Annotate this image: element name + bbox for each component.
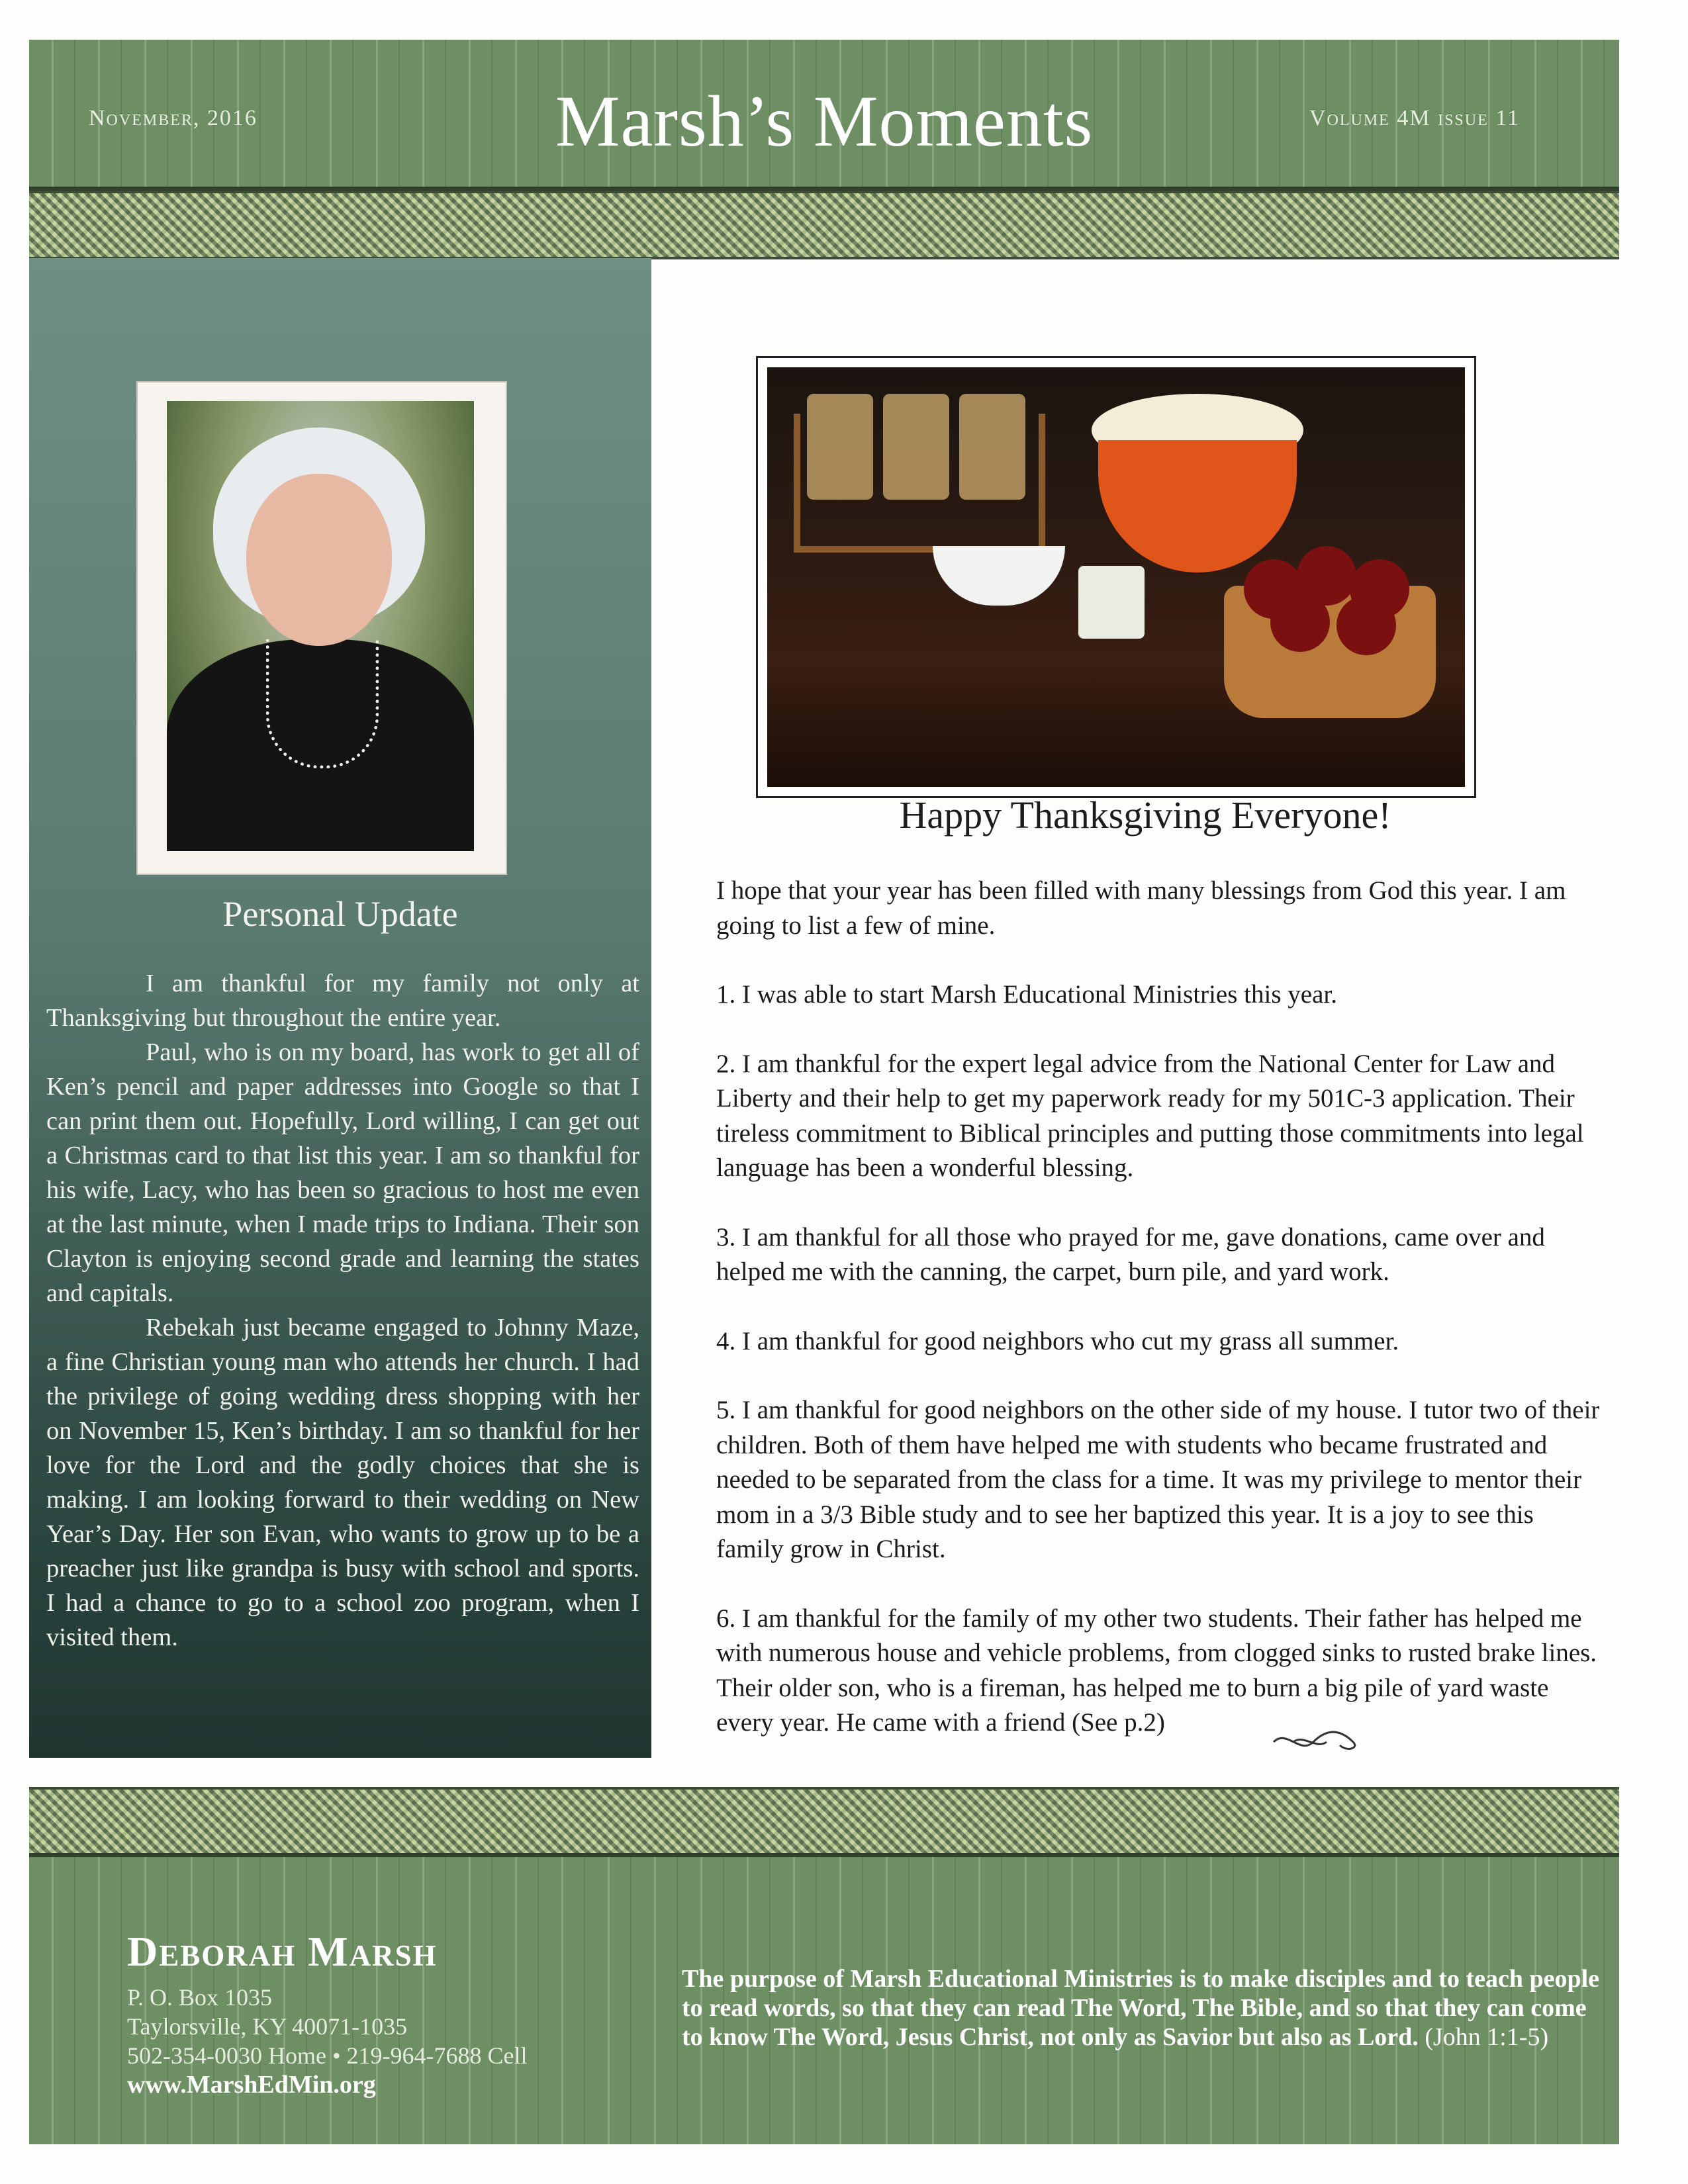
ornament-flourish-icon	[1267, 1729, 1366, 1755]
masthead	[29, 40, 1619, 191]
bottom-decorative-band	[29, 1787, 1619, 1856]
author-portrait	[167, 401, 474, 851]
newsletter-page	[29, 40, 1619, 2144]
sidebar-paragraph: Rebekah just became engaged to Johnny Maze, a fine Christian young man who attends her church. I had the privilege of going wedding dress shopping with her on November 15, Ken’s birthday. I am so thankful for her love for the Lord and the godly choices that she is making. I am looking forward to their wedding on New Year’s Day. Her son Evan, who wants to grow up to be a preacher just like grandpa is busy with school and sports. I had a chance to go to a school zoo program, when I visited them.	[46, 1314, 639, 1651]
sidebar-paragraph: Paul, who is on my board, has work to get all of Ken’s pencil and paper addresses into Google so that I can print them out. Hopefully, Lord willing, I can get out a Christmas card to that list this year. I am so thankful for his wife, Lacy, who has been so gracious to host me even at the last minute, when I made trips to Indiana. Their son Clayton is enjoying second grade and learning the states and capitals.	[46, 1038, 639, 1307]
main-body	[716, 874, 1603, 1775]
personal-update-sidebar	[29, 258, 651, 1758]
sidebar-paragraph: I am thankful for my family not only at Thanksgiving but throughout the entire year.	[46, 970, 639, 1032]
main-paragraph: 2. I am thankful for the expert legal advice from the National Center for Law and Liberty and their help to get my paperwork ready for my 501C-3 application. Their tireless commitment to Biblical principles and putting those commitments into legal language has been a wonderful blessing.	[716, 1049, 1584, 1182]
top-decorative-band	[29, 191, 1619, 259]
main-paragraph: I hope that your year has been filled with many blessings from God this year. I am going to list a few of mine.	[716, 876, 1566, 940]
author-name: Deborah Marsh	[127, 1928, 438, 1975]
main-paragraph: 3. I am thankful for all those who prayed for me, gave donations, came over and helped me with the canning, the carpet, burn pile, and yard work.	[716, 1222, 1545, 1286]
sidebar-body	[46, 966, 639, 1655]
mission-statement	[682, 1964, 1602, 2052]
main-paragraph: 4. I am thankful for good neighbors who cut my grass all summer.	[716, 1326, 1399, 1355]
main-paragraph: 6. I am thankful for the family of my other two students. Their father has helped me with numerous house and vehicle problems, from clogged sinks to rusted brake lines. Their older son, who is a fireman, has helped me to burn a big pile of yard waste every year. He came with a friend (See p.2)	[716, 1604, 1597, 1737]
volume-issue: Volume 4M issue 11	[1309, 106, 1520, 130]
portrait-frame	[136, 381, 507, 875]
issue-date: November, 2016	[89, 106, 258, 130]
address-line: P. O. Box 1035	[127, 1984, 273, 2011]
thanksgiving-photo-frame	[756, 356, 1476, 798]
address-line: Taylorsville, KY 40071-1035	[127, 2013, 408, 2040]
main-column	[671, 258, 1619, 1758]
sidebar-heading: Personal Update	[222, 894, 458, 934]
main-paragraph: 1. I was able to start Marsh Educational Ministries this year.	[716, 980, 1337, 1009]
main-heading: Happy Thanksgiving Everyone!	[899, 794, 1391, 837]
website-link[interactable]: www.MarshEdMin.org	[127, 2071, 376, 2099]
thanksgiving-photo	[767, 367, 1465, 787]
footer	[29, 1853, 1619, 2144]
mission-text: The purpose of Marsh Educational Ministries is to make disciples and to teach people to read words, so that they can read The Word, The Bible, and so that they can come to know The Word, Jesus Christ, not only as Savior but also as Lord.	[682, 1965, 1599, 2051]
newsletter-title: Marsh’s Moments	[555, 81, 1094, 161]
scripture-reference: (John 1:1-5)	[1425, 2023, 1549, 2051]
footer-rule	[29, 1853, 1619, 1857]
phone-line: 502-354-0030 Home • 219-964-7688 Cell	[127, 2042, 528, 2069]
main-paragraph: 5. I am thankful for good neighbors on the other side of my house. I tutor two of their children. Both of them have helped me with students who became frustrated and needed to be separated from the class for a time. It was my privilege to mentor their mom in a 3/3 Bible study and to see her baptized this year. It is a joy to see this family grow in Christ.	[716, 1396, 1600, 1563]
author-address	[127, 1983, 528, 2070]
